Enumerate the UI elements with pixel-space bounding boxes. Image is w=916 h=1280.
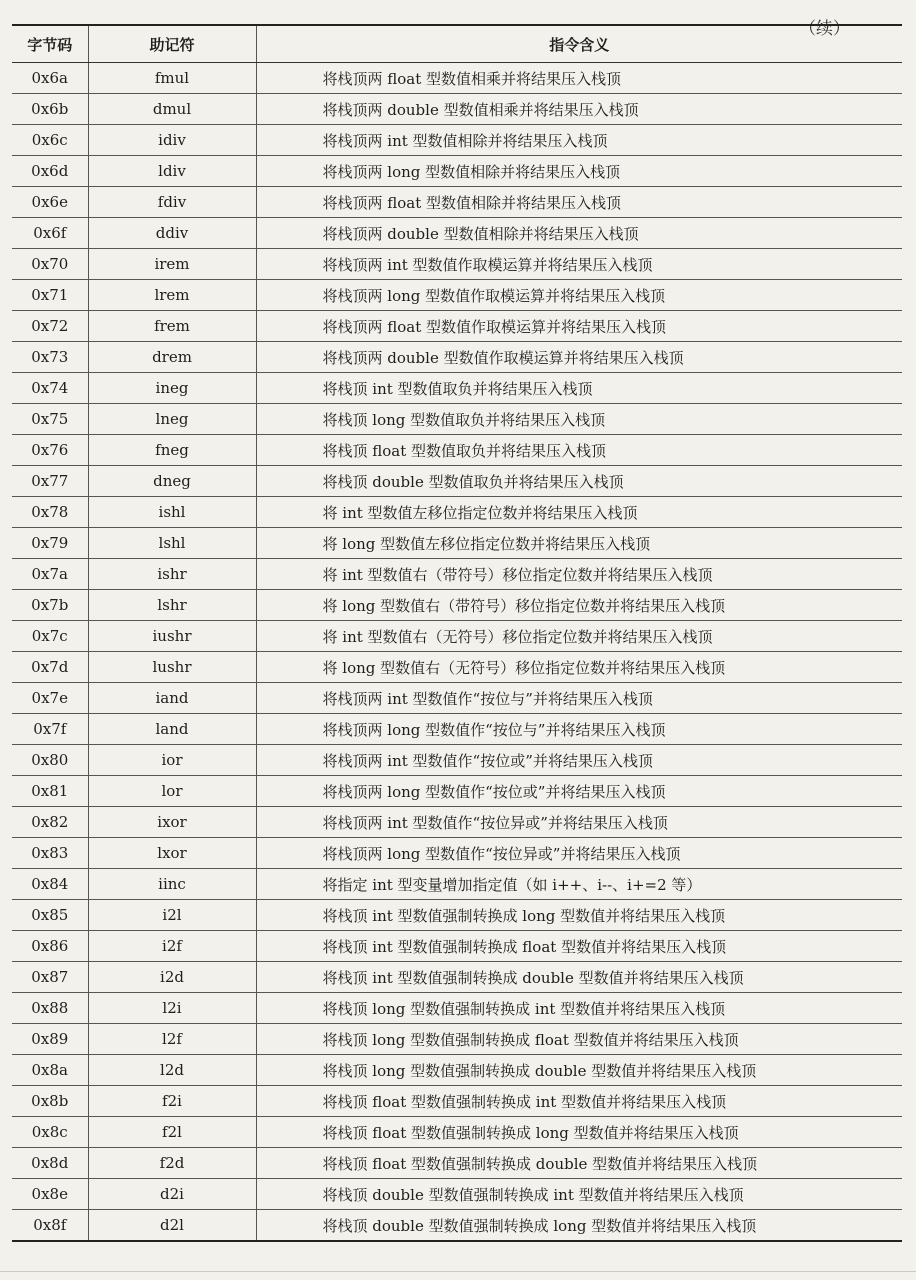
mnemonic-cell: l2f: [88, 1024, 256, 1055]
mnemonic-cell: f2d: [88, 1148, 256, 1179]
table-row: [12, 528, 902, 559]
meaning-cell: 将栈顶两 long 型数值作“按位与”并将结果压入栈顶: [256, 714, 902, 745]
bytecode-cell: 0x8b: [12, 1086, 88, 1117]
bytecode-cell: 0x74: [12, 373, 88, 404]
mnemonic-cell: fdiv: [88, 187, 256, 218]
meaning-cell: 将指定 int 型变量增加指定值（如 i++、i--、i+=2 等）: [256, 869, 902, 900]
meaning-cell: 将栈顶两 float 型数值相除并将结果压入栈顶: [256, 187, 902, 218]
bytecode-cell: 0x72: [12, 311, 88, 342]
meaning-cell: 将栈顶 int 型数值强制转换成 long 型数值并将结果压入栈顶: [256, 900, 902, 931]
mnemonic-cell: idiv: [88, 125, 256, 156]
mnemonic-cell: lor: [88, 776, 256, 807]
bytecode-cell: 0x70: [12, 249, 88, 280]
table-row: [12, 993, 902, 1024]
meaning-cell: 将栈顶 long 型数值强制转换成 float 型数值并将结果压入栈顶: [256, 1024, 902, 1055]
bytecode-table-container: [12, 24, 902, 1242]
meaning-cell: 将栈顶两 long 型数值作“按位或”并将结果压入栈顶: [256, 776, 902, 807]
header-bytecode: 字节码: [12, 25, 88, 63]
table-row: [12, 404, 902, 435]
mnemonic-cell: ixor: [88, 807, 256, 838]
table-row: [12, 63, 902, 94]
mnemonic-cell: dneg: [88, 466, 256, 497]
header-meaning: 指令含义: [256, 25, 902, 63]
mnemonic-cell: lshr: [88, 590, 256, 621]
mnemonic-cell: i2d: [88, 962, 256, 993]
meaning-cell: 将栈顶两 int 型数值作“按位与”并将结果压入栈顶: [256, 683, 902, 714]
meaning-cell: 将栈顶 int 型数值强制转换成 double 型数值并将结果压入栈顶: [256, 962, 902, 993]
bytecode-cell: 0x7f: [12, 714, 88, 745]
meaning-cell: 将栈顶两 int 型数值相除并将结果压入栈顶: [256, 125, 902, 156]
bytecode-cell: 0x8f: [12, 1210, 88, 1242]
table-row: [12, 497, 902, 528]
mnemonic-cell: lushr: [88, 652, 256, 683]
meaning-cell: 将栈顶两 float 型数值相乘并将结果压入栈顶: [256, 63, 902, 94]
table-row: [12, 590, 902, 621]
table-row: [12, 1086, 902, 1117]
table-row: [12, 218, 902, 249]
mnemonic-cell: iushr: [88, 621, 256, 652]
mnemonic-cell: f2i: [88, 1086, 256, 1117]
bytecode-cell: 0x79: [12, 528, 88, 559]
bytecode-cell: 0x7b: [12, 590, 88, 621]
table-row: [12, 125, 902, 156]
meaning-cell: 将栈顶 float 型数值强制转换成 double 型数值并将结果压入栈顶: [256, 1148, 902, 1179]
bytecode-cell: 0x88: [12, 993, 88, 1024]
bytecode-cell: 0x7a: [12, 559, 88, 590]
bytecode-cell: 0x75: [12, 404, 88, 435]
bytecode-cell: 0x6d: [12, 156, 88, 187]
bytecode-cell: 0x76: [12, 435, 88, 466]
table-row: [12, 1024, 902, 1055]
mnemonic-cell: lshl: [88, 528, 256, 559]
bytecode-cell: 0x8c: [12, 1117, 88, 1148]
bytecode-cell: 0x81: [12, 776, 88, 807]
mnemonic-cell: i2f: [88, 931, 256, 962]
mnemonic-cell: l2d: [88, 1055, 256, 1086]
table-row: [12, 559, 902, 590]
table-row: [12, 435, 902, 466]
table-row: [12, 838, 902, 869]
table-row: [12, 1055, 902, 1086]
table-row: [12, 311, 902, 342]
mnemonic-cell: irem: [88, 249, 256, 280]
table-row: [12, 373, 902, 404]
table-row: [12, 807, 902, 838]
bytecode-table: [12, 24, 902, 1242]
table-row: [12, 156, 902, 187]
table-row: [12, 187, 902, 218]
table-row: [12, 869, 902, 900]
bytecode-cell: 0x85: [12, 900, 88, 931]
meaning-cell: 将栈顶两 long 型数值作“按位异或”并将结果压入栈顶: [256, 838, 902, 869]
mnemonic-cell: fmul: [88, 63, 256, 94]
bytecode-cell: 0x6b: [12, 94, 88, 125]
table-row: [12, 745, 902, 776]
mnemonic-cell: d2l: [88, 1210, 256, 1242]
table-row: [12, 1148, 902, 1179]
bytecode-cell: 0x8a: [12, 1055, 88, 1086]
table-row: [12, 1117, 902, 1148]
meaning-cell: 将栈顶两 double 型数值相乘并将结果压入栈顶: [256, 94, 902, 125]
mnemonic-cell: iand: [88, 683, 256, 714]
meaning-cell: 将栈顶 int 型数值强制转换成 float 型数值并将结果压入栈顶: [256, 931, 902, 962]
meaning-cell: 将 int 型数值右（带符号）移位指定位数并将结果压入栈顶: [256, 559, 902, 590]
bytecode-cell: 0x71: [12, 280, 88, 311]
bytecode-cell: 0x7e: [12, 683, 88, 714]
table-row: [12, 280, 902, 311]
mnemonic-cell: lxor: [88, 838, 256, 869]
mnemonic-cell: drem: [88, 342, 256, 373]
mnemonic-cell: ineg: [88, 373, 256, 404]
bytecode-cell: 0x73: [12, 342, 88, 373]
meaning-cell: 将栈顶 double 型数值取负并将结果压入栈顶: [256, 466, 902, 497]
meaning-cell: 将栈顶两 long 型数值作取模运算并将结果压入栈顶: [256, 280, 902, 311]
bytecode-cell: 0x84: [12, 869, 88, 900]
table-row: [12, 652, 902, 683]
mnemonic-cell: frem: [88, 311, 256, 342]
mnemonic-cell: fneg: [88, 435, 256, 466]
meaning-cell: 将 int 型数值右（无符号）移位指定位数并将结果压入栈顶: [256, 621, 902, 652]
table-row: [12, 466, 902, 497]
table-row: [12, 621, 902, 652]
meaning-cell: 将栈顶 long 型数值强制转换成 int 型数值并将结果压入栈顶: [256, 993, 902, 1024]
meaning-cell: 将栈顶 double 型数值强制转换成 long 型数值并将结果压入栈顶: [256, 1210, 902, 1242]
bytecode-cell: 0x6a: [12, 63, 88, 94]
mnemonic-cell: d2i: [88, 1179, 256, 1210]
table-body: [12, 63, 902, 1242]
bytecode-cell: 0x8e: [12, 1179, 88, 1210]
bytecode-cell: 0x80: [12, 745, 88, 776]
mnemonic-cell: l2i: [88, 993, 256, 1024]
mnemonic-cell: ior: [88, 745, 256, 776]
meaning-cell: 将 long 型数值右（带符号）移位指定位数并将结果压入栈顶: [256, 590, 902, 621]
meaning-cell: 将栈顶 double 型数值强制转换成 int 型数值并将结果压入栈顶: [256, 1179, 902, 1210]
mnemonic-cell: lneg: [88, 404, 256, 435]
header-mnemonic: 助记符: [88, 25, 256, 63]
meaning-cell: 将栈顶两 double 型数值相除并将结果压入栈顶: [256, 218, 902, 249]
continued-label: （续）: [799, 19, 850, 39]
bytecode-cell: 0x8d: [12, 1148, 88, 1179]
table-row: [12, 342, 902, 373]
meaning-cell: 将栈顶两 long 型数值相除并将结果压入栈顶: [256, 156, 902, 187]
bytecode-cell: 0x6f: [12, 218, 88, 249]
table-row: [12, 94, 902, 125]
mnemonic-cell: f2l: [88, 1117, 256, 1148]
meaning-cell: 将栈顶 float 型数值取负并将结果压入栈顶: [256, 435, 902, 466]
bytecode-cell: 0x89: [12, 1024, 88, 1055]
bytecode-cell: 0x7d: [12, 652, 88, 683]
bytecode-cell: 0x77: [12, 466, 88, 497]
table-row: [12, 683, 902, 714]
mnemonic-cell: land: [88, 714, 256, 745]
bytecode-cell: 0x6c: [12, 125, 88, 156]
meaning-cell: 将栈顶 int 型数值取负并将结果压入栈顶: [256, 373, 902, 404]
table-row: [12, 1179, 902, 1210]
mnemonic-cell: ldiv: [88, 156, 256, 187]
table-row: [12, 776, 902, 807]
mnemonic-cell: ishl: [88, 497, 256, 528]
mnemonic-cell: ddiv: [88, 218, 256, 249]
meaning-cell: 将 int 型数值左移位指定位数并将结果压入栈顶: [256, 497, 902, 528]
table-row: [12, 714, 902, 745]
meaning-cell: 将栈顶两 int 型数值作“按位异或”并将结果压入栈顶: [256, 807, 902, 838]
mnemonic-cell: lrem: [88, 280, 256, 311]
meaning-cell: 将栈顶 long 型数值取负并将结果压入栈顶: [256, 404, 902, 435]
page-edge-line: [0, 1271, 916, 1272]
table-header-row: [12, 25, 902, 63]
meaning-cell: 将栈顶两 int 型数值作“按位或”并将结果压入栈顶: [256, 745, 902, 776]
mnemonic-cell: dmul: [88, 94, 256, 125]
bytecode-cell: 0x86: [12, 931, 88, 962]
meaning-cell: 将栈顶 float 型数值强制转换成 int 型数值并将结果压入栈顶: [256, 1086, 902, 1117]
bytecode-cell: 0x82: [12, 807, 88, 838]
table-row: [12, 1210, 902, 1242]
bytecode-cell: 0x78: [12, 497, 88, 528]
mnemonic-cell: i2l: [88, 900, 256, 931]
bytecode-cell: 0x83: [12, 838, 88, 869]
meaning-cell: 将栈顶 long 型数值强制转换成 double 型数值并将结果压入栈顶: [256, 1055, 902, 1086]
table-row: [12, 962, 902, 993]
mnemonic-cell: ishr: [88, 559, 256, 590]
meaning-cell: 将栈顶两 double 型数值作取模运算并将结果压入栈顶: [256, 342, 902, 373]
bytecode-cell: 0x87: [12, 962, 88, 993]
meaning-cell: 将栈顶两 int 型数值作取模运算并将结果压入栈顶: [256, 249, 902, 280]
meaning-cell: 将栈顶两 float 型数值作取模运算并将结果压入栈顶: [256, 311, 902, 342]
table-row: [12, 249, 902, 280]
meaning-cell: 将 long 型数值右（无符号）移位指定位数并将结果压入栈顶: [256, 652, 902, 683]
bytecode-cell: 0x6e: [12, 187, 88, 218]
table-row: [12, 900, 902, 931]
bytecode-cell: 0x7c: [12, 621, 88, 652]
mnemonic-cell: iinc: [88, 869, 256, 900]
meaning-cell: 将 long 型数值左移位指定位数并将结果压入栈顶: [256, 528, 902, 559]
table-row: [12, 931, 902, 962]
meaning-cell: 将栈顶 float 型数值强制转换成 long 型数值并将结果压入栈顶: [256, 1117, 902, 1148]
